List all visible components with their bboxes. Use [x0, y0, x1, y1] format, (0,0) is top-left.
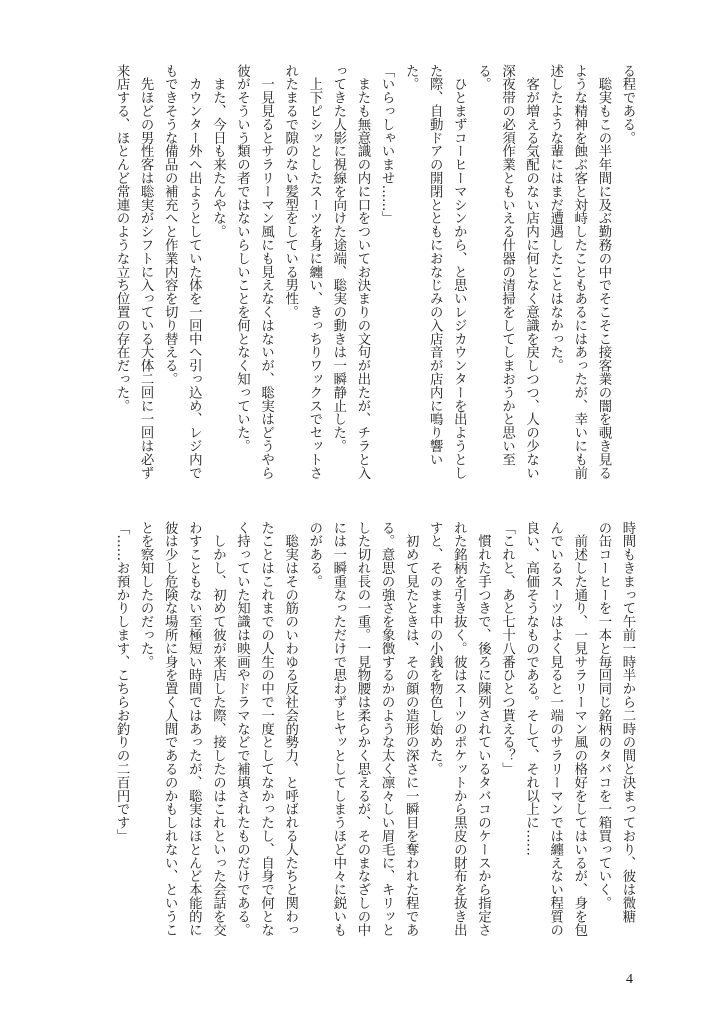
- text-line: 来店する、ほとんど常連のような立ち位置の存在だった。: [114, 64, 130, 413]
- text-line: わすこともない至極短い時間ではあったが、聡実はほとんど本能的に: [186, 521, 202, 937]
- text-line: もできそうな備品の補充へと作業内容を切り替える。: [162, 64, 178, 386]
- text-line: 「いらっしゃいませ……」: [379, 64, 395, 225]
- text-line: とを察知したのだった。: [138, 521, 154, 669]
- text-line: 客が増える気配のない店内に何となく意識を戻しつつ、人の少ない: [523, 64, 539, 480]
- text-line: 良い、高価そうなものである。そして、それ以上に……: [523, 521, 539, 856]
- text-line: た。: [403, 64, 419, 91]
- text-line: 上下ピシッとしたスーツを身に纏い、きっちりワックスでセットさ: [306, 64, 322, 480]
- text-line: 慣れた手つきで、後ろに陳列されているタバコのケースから指定さ: [475, 521, 491, 937]
- text-line: れた銘柄を引き抜く。彼はスーツのポケットから黒皮の財布を抜き出: [451, 521, 467, 937]
- text-line: すと、そのまま中の小銭を物色し始めた。: [427, 521, 443, 776]
- text-line: た際、自動ドアの開閉とともにおなじみの入店音が店内に鳴り響い: [427, 64, 443, 466]
- text-line: ような精神を蝕ぶ客と対峙したこともあるにはあったが、幸いにも前: [571, 64, 587, 480]
- text-line: 初めて見たときは、その顔の造形の深さに一瞬目を奪われた程であ: [403, 521, 419, 937]
- page-number: 4: [626, 972, 633, 987]
- text-line: んでいるスーツはよく見ると一端のサラリーマンでは纏えない程質の: [547, 521, 563, 937]
- text-line: 前述した通り、一見サラリーマン風の格好をしてはいるが、身を包: [571, 521, 587, 937]
- text-line: の缶コーヒーを一本と毎回同じ銘柄のタバコを一箱買っていく。: [595, 521, 611, 910]
- upper-text-block: [109, 64, 639, 504]
- text-line: 「……お預かりします、こちらお釣りの二百円です」: [114, 521, 130, 843]
- text-line: く持っていた知識は映画やドラマなどで補填されたものだけである。: [234, 521, 250, 937]
- text-line: る程である。: [620, 64, 635, 145]
- text-line: 時間もきまって午前一時半から二時の間と決まっており、彼は微糖: [620, 521, 635, 923]
- text-line: のがある。: [306, 521, 322, 588]
- text-line: る。: [475, 64, 491, 91]
- text-line: 聡実もこの半年間に及ぶ勤務の中でそこそこ接客業の闇を覗き見る: [595, 64, 611, 480]
- lower-text-block: [109, 521, 639, 961]
- text-line: ってきた人影に視線を向けた途端、聡実の動きは一瞬静止した。: [330, 64, 346, 453]
- text-line: 一見見るとサラリーマン風にも見えなくはないが、聡実はどうやら: [258, 64, 274, 480]
- text-line: 先ほどの男性客は聡実がシフトに入っている大体二回に一回は必ず: [138, 64, 154, 480]
- text-line: 彼がそういう類の者ではないらしいことを何となく知っていた。: [234, 64, 250, 453]
- text-line: 深夜帯の必須作業ともいえる什器の清掃をしてしまおうかと思い至: [499, 64, 515, 466]
- text-line: る。意思の強さを象徴するかのような太く凛々しい眉毛に、キリッと: [379, 521, 395, 937]
- text-line: 述したような輩にはまだ遭遇したことはなかった。: [547, 64, 563, 373]
- text-line: れたまるで隙のない髪型をしている男性。: [282, 64, 298, 319]
- text-line: には一瞬重なっただけで思わずヒヤッとしてしまうほど中々に鋭いも: [330, 521, 346, 937]
- text-line: またも無意識の内に口をついてお決まりの文句が出たが、チラと入: [354, 64, 370, 480]
- text-line: した切れ長の一重。一見物腰は柔らかく思えるが、そのまなざしの中: [354, 521, 370, 937]
- text-line: カウンター外へ出ようとしていた体を一回中へ引っ込め、レジ内で: [186, 64, 202, 480]
- text-line: ひとまずコーヒーマシンから、と思いレジカウンターを出ようとし: [451, 64, 467, 480]
- text-line: 聡実はその筋のいわゆる反社会的勢力、と呼ばれる人たちと関わっ: [282, 521, 298, 937]
- text-line: また、今日も来たんやな。: [210, 64, 226, 239]
- text-line: たことはこれまでの人生の中で一度としてなかったし、自身で何とな: [258, 521, 274, 937]
- text-line: しかし、初めて彼が来店した際、接したのはこれといった会話を交: [210, 521, 226, 937]
- text-line: 彼は少し危険な場所に身を置く人間であるのかもしれない、というこ: [162, 521, 178, 937]
- text-line: 「これと、あと七十八番ひとつ貰える？」: [499, 521, 515, 776]
